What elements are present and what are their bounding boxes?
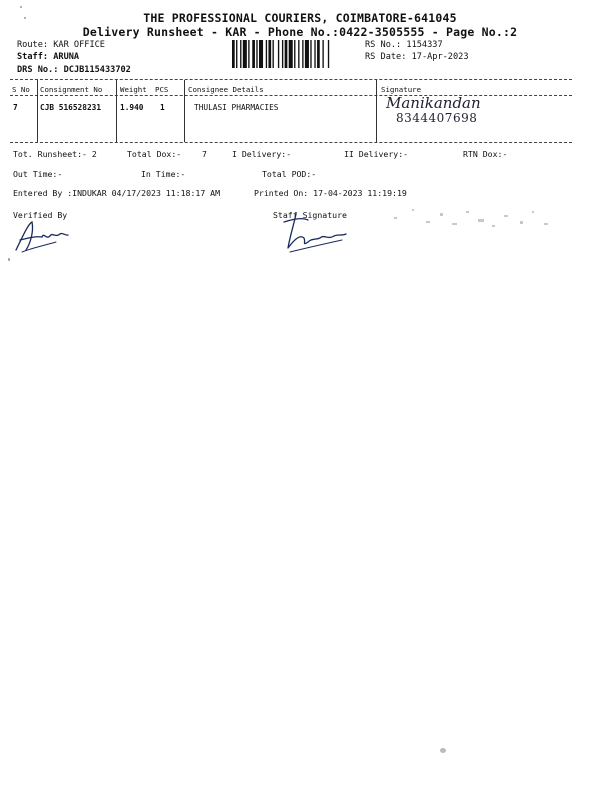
rtn-dox: RTN Dox:-	[463, 149, 508, 159]
tot-runsheet: Tot. Runsheet:- 2	[13, 149, 97, 159]
handwritten-name: Manikandan	[386, 94, 481, 112]
header-signature: Signature	[381, 85, 422, 94]
company-title: THE PROFESSIONAL COURIERS, COIMBATORE-641045	[143, 11, 457, 25]
runsheet-title: Delivery Runsheet - KAR - Phone No.:0422-3505555 - Page No.:2	[82, 25, 518, 39]
header-weight: Weight	[120, 85, 147, 94]
cell-sno: 7	[13, 103, 18, 112]
staff-label: Staff:	[17, 52, 49, 62]
header-consignee: Consignee Details	[188, 85, 264, 94]
barcode	[232, 40, 360, 68]
drs-line	[17, 65, 131, 75]
total-dox-label: Total Dox:-	[127, 149, 182, 159]
entered-by: Entered By :INDUKAR 04/17/2023 11:18:17 AM	[13, 188, 221, 198]
i-delivery: I Delivery:-	[232, 149, 292, 159]
scan-speck	[24, 17, 26, 19]
column-divider	[376, 80, 377, 142]
rs-date-value: 17-Apr-2023	[411, 52, 469, 62]
scan-speck	[8, 258, 10, 261]
printed-on: Printed On: 17-04-2023 11:19:19	[254, 188, 407, 198]
verified-signature	[12, 218, 70, 254]
total-dox-value: 7	[202, 149, 207, 159]
header-sno: S No	[12, 85, 30, 94]
header-consignment: Consignment No	[40, 85, 103, 94]
rs-no-label: RS No.:	[365, 40, 402, 50]
column-divider	[184, 80, 185, 142]
handwritten-phone: 8344407698	[396, 111, 478, 125]
staff-signature-label: Staff Signature	[273, 210, 347, 220]
in-time: In Time:-	[141, 169, 186, 179]
rs-date-label: RS Date:	[365, 52, 407, 62]
cell-pcs: 1	[160, 103, 165, 112]
rs-no-value: 1154337	[406, 40, 443, 50]
staff-signature	[282, 212, 350, 254]
faint-stamp	[392, 205, 562, 235]
out-time: Out Time:-	[13, 169, 63, 179]
rs-date-line	[365, 52, 469, 62]
column-divider	[37, 80, 38, 142]
verified-by-label: Verified By	[13, 210, 68, 220]
route-line	[17, 40, 105, 50]
cell-weight: 1.940	[120, 103, 144, 112]
drs-label: DRS No.:	[17, 65, 59, 75]
staff-value: ARUNA	[53, 52, 80, 62]
rs-no-line	[365, 40, 443, 50]
table-bottom-rule	[10, 142, 572, 143]
table-header-rule	[10, 95, 572, 96]
column-divider	[116, 80, 117, 142]
drs-value: DCJB115433702	[63, 65, 131, 75]
ii-delivery: II Delivery:-	[344, 149, 409, 159]
staff-line	[17, 52, 79, 62]
scan-speck	[20, 6, 22, 8]
cell-consignment: CJB 516528231	[40, 103, 102, 112]
route-value: KAR OFFICE	[53, 40, 105, 50]
scan-speck	[440, 748, 446, 753]
route-label: Route:	[17, 40, 49, 50]
table-top-rule	[10, 79, 572, 80]
header-pcs: PCS	[155, 85, 169, 94]
total-pod: Total POD:-	[262, 169, 317, 179]
cell-consignee: THULASI PHARMACIES	[194, 103, 279, 112]
